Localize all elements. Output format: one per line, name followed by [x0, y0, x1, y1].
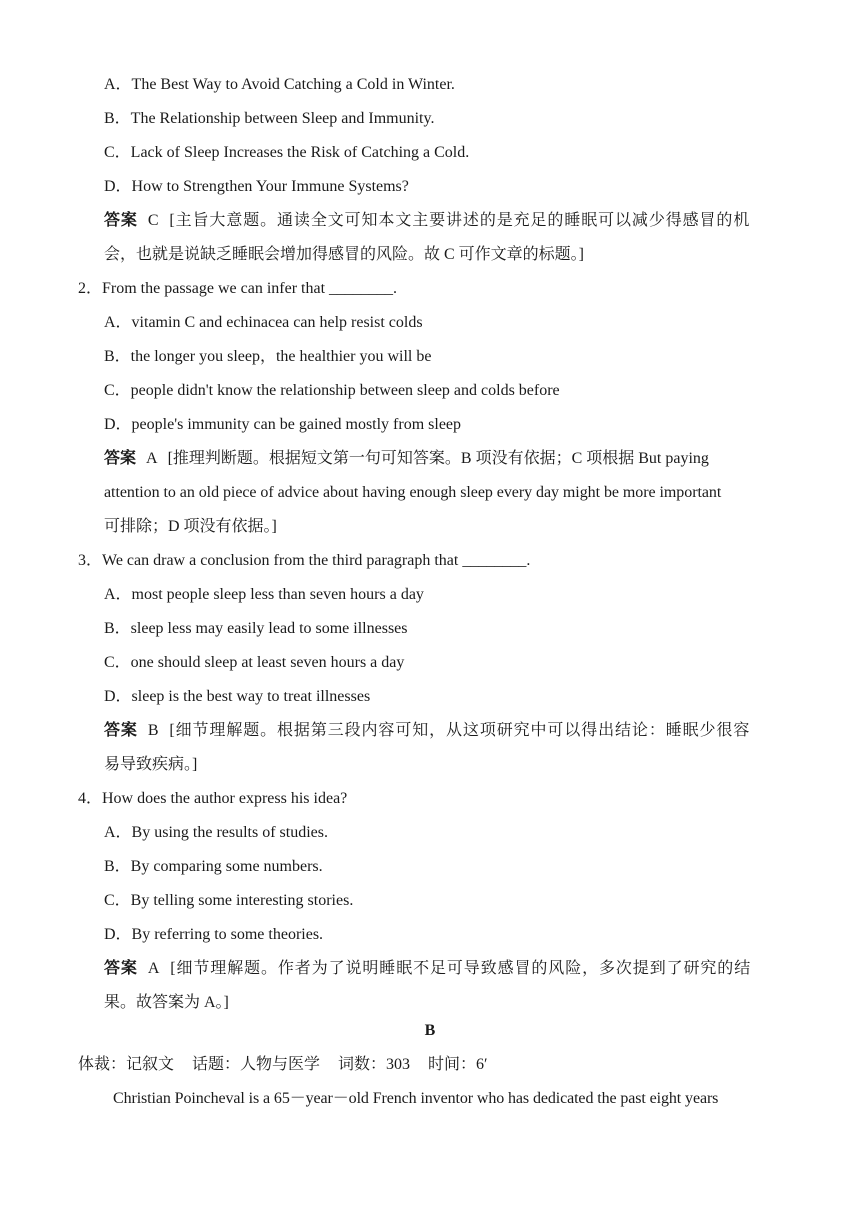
q4-question: 4．How does the author express his idea? — [78, 790, 348, 807]
q4-option-b: B．By comparing some numbers. — [104, 858, 323, 875]
q2-explanation-line-3: 可排除；D 项没有依据。] — [104, 518, 277, 535]
answer-explanation: [细节理解题。根据第三段内容可知，从这项研究中可以得出结论：睡眠少很容 — [169, 722, 751, 739]
q1-option-a: A．The Best Way to Avoid Catching a Cold in Winter. — [104, 76, 455, 93]
q3-answer — [104, 721, 780, 741]
meta-topic: 话题：人物与医学 — [192, 1056, 321, 1073]
section-heading: B — [424, 1022, 436, 1039]
q4-option-a: A．By using the results of studies. — [104, 824, 328, 841]
q3-option-d: D．sleep is the best way to treat illnesses — [104, 688, 371, 705]
q3-question: 3．We can draw a conclusion from the third paragraph that ________. — [78, 552, 531, 569]
meta-word-count: 词数：303 — [338, 1056, 411, 1073]
q1-option-b: B．The Relationship between Sleep and Immunity. — [104, 110, 435, 127]
q4-explanation-line-2: 果。故答案为 A。] — [104, 994, 229, 1011]
answer-explanation: [细节理解题。作者为了说明睡眠不足可导致感冒的风险，多次提到了研究的结 — [170, 960, 752, 977]
q2-option-a: A．vitamin C and echinacea can help resist colds — [104, 314, 423, 331]
q1-explanation-line-2: 会，也就是说缺乏睡眠会增加得感冒的风险。故 C 可作文章的标题。] — [104, 246, 585, 263]
q2-question: 2．From the passage we can infer that ________. — [78, 280, 398, 297]
q4-answer — [104, 959, 780, 979]
answer-label: 答案 — [104, 960, 138, 977]
q4-option-d: D．By referring to some theories. — [104, 926, 324, 943]
answer-key: A — [147, 960, 161, 977]
q2-explanation-line-2: attention to an old piece of advice about having enough sleep every day might be more important — [104, 484, 722, 501]
q3-option-b: B．sleep less may easily lead to some illnesses — [104, 620, 408, 637]
q2-option-c: C．people didn't know the relationship between sleep and colds before — [104, 382, 560, 399]
q3-explanation-line-2: 易导致疾病。] — [104, 756, 198, 773]
answer-explanation: [推理判断题。根据短文第一句可知答案。B 项没有依据；C 项根据 But paying — [167, 450, 709, 467]
q2-option-b: B．the longer you sleep，the healthier you will be — [104, 348, 432, 365]
q1-answer — [104, 211, 780, 231]
answer-key: B — [147, 722, 160, 739]
meta-time: 时间：6′ — [428, 1056, 488, 1073]
q2-answer — [104, 449, 709, 469]
q3-option-a: A．most people sleep less than seven hours a day — [104, 586, 424, 603]
q1-option-d: D．How to Strengthen Your Immune Systems? — [104, 178, 409, 195]
passage-first-line: Christian Poincheval is a 65－year－old French inventor who has dedicated the past eight years — [113, 1090, 719, 1107]
q3-option-c: C．one should sleep at least seven hours a day — [104, 654, 405, 671]
q4-option-c: C．By telling some interesting stories. — [104, 892, 354, 909]
answer-label: 答案 — [104, 722, 138, 739]
meta-genre: 体裁：记叙文 — [78, 1056, 175, 1073]
q2-option-d: D．people's immunity can be gained mostly from sleep — [104, 416, 462, 433]
answer-label: 答案 — [104, 450, 137, 467]
answer-explanation: [主旨大意题。通读全文可知本文主要讲述的是充足的睡眠可以减少得感冒的机 — [169, 212, 751, 229]
passage-meta — [78, 1055, 506, 1075]
answer-label: 答案 — [104, 212, 138, 229]
q1-option-c: C．Lack of Sleep Increases the Risk of Catching a Cold. — [104, 144, 470, 161]
answer-key: C — [147, 212, 160, 229]
answer-key: A — [146, 450, 158, 467]
